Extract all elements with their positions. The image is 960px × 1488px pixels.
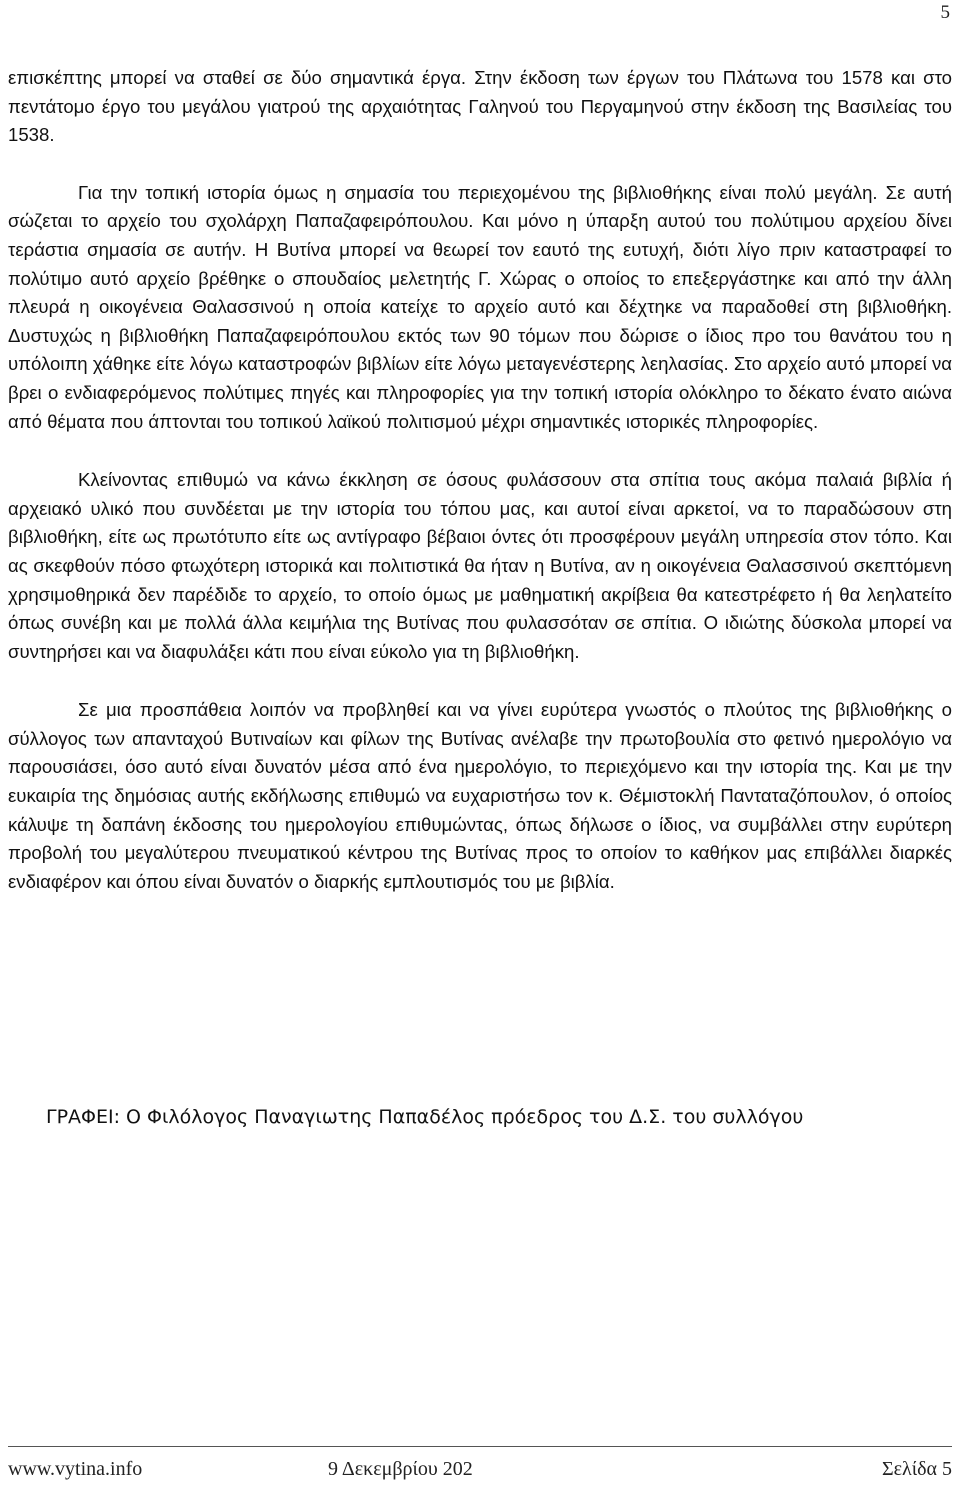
footer-divider bbox=[8, 1446, 952, 1447]
paragraph-4: Σε μια προσπάθεια λοιπόν να προβληθεί και να γίνει ευρύτερα γνωστός ο πλούτος της βιβλιοθήκης ο σύλλογος των απανταχού Βυτιναίων και φίλων της Βυτίνας ανέλαβε την πρωτοβουλία στο φετινό ημερολόγιο να παρουσιάσει, όσο αυτό είναι δυνατόν μέσα από ένα ημερολόγιο, το περιεχόμενο και την ιστορία της. Και με την ευκαιρία της δημόσιας αυτής εκδήλωσης επιθυμώ να ευχαριστήσω τον κ. Θέμιστοκλή Πανταταζόπουλον, ό οποίος κάλυψε τη δαπάνη έκδοσης του ημερολογίου επιθυμώντας, όπως δήλωσε ο ίδιος, να συμβάλλει στην ευρύτερη προβολή του μεγαλύτερου πνευματικού κέντρου της Βυτίνας προς το οποίον το καθήκον μας επιβάλλει διαρκές ενδιαφέρον και όπου είναι δυνατόν ο διαρκής εμπλουτισμός του με βιβλία. bbox=[8, 699, 952, 892]
paragraph-1: επισκέπτης μπορεί να σταθεί σε δύο σημαντικά έργα. Στην έκδοση των έργων του Πλάτωνα του 1578 και στο πεντάτομο έργο του μεγάλου γιατρού της αρχαιότητας Γαληνού του Περγαμηνού στην έκδοση της Βασιλείας του 1538. bbox=[8, 67, 952, 146]
footer-date: 9 Δεκεμβρίου 202 bbox=[328, 1458, 473, 1480]
document-body bbox=[8, 64, 952, 896]
page-number: 5 bbox=[940, 2, 950, 23]
page-footer bbox=[8, 1458, 952, 1488]
author-signature: ΓΡΑΦΕΙ: Ο Φιλόλογος Παναγιωτης Παπαδέλος πρόεδρος του Δ.Σ. του συλλόγου bbox=[46, 1106, 804, 1128]
footer-page-label: Σελίδα 5 bbox=[881, 1458, 952, 1480]
paragraph-3: Κλείνοντας επιθυμώ να κάνω έκκληση σε όσους φυλάσσουν στα σπίτια τους ακόμα παλαιά βιβλία ή αρχειακό υλικό που συνδέεται με την ιστορία του τόπου μας, και αυτοί είναι αρκετοί, να το παραδώσουν στη βιβλιοθήκη, είτε ως πρωτότυπο είτε ως αντίγραφο βέβαιοι όντες ότι προσφέρουν μεγάλη υπηρεσία στον τόπο. Και ας σκεφθούν πόσο φτωχότερη ιστορικά και πολιτιστικά θα ήταν η Βυτίνα, αν η οικογένεια Θαλασσινού σκεπτόμενη χρησιμοθηρικά δεν παρέδιδε το αρχείο, το οποίο όμως με μαθηματική ακρίβεια θα κατεστρέφετο ή θα λεηλατείτο όπως συνέβη και με πολλά άλλα κειμήλια της Βυτίνας που φυλασσόταν σε σπίτια. Ο ιδιώτης δύσκολα μπορεί να συντηρήσει και να διαφυλάξει κάτι που είναι εύκολο για τη βιβλιοθήκη. bbox=[8, 469, 952, 662]
footer-website: www.vytina.info bbox=[8, 1458, 143, 1480]
paragraph-2: Για την τοπική ιστορία όμως η σημασία του περιεχομένου της βιβλιοθήκης είναι πολύ μεγάλη. Σε αυτή σώζεται το αρχείο του σχολάρχη Παπαζαφειρόπουλου. Και μόνο η ύπαρξη αυτού του πολύτιμου αρχείου δίνει τεράστια σημασία σε αυτήν. Η Βυτίνα μπορεί να θεωρεί τον εαυτό της ευτυχή, διότι λίγο πριν καταστραφεί το πολύτιμο αυτό αρχείο βρέθηκε ο σπουδαίος μελετητής Γ. Χώρας ο οποίος το επεξεργάστηκε και από την άλλη πλευρά η οικογένεια Θαλασσινού η οποία κατείχε το αρχείο αυτό και δέχτηκε να παραδοθεί στη βιβλιοθήκη. Δυστυχώς η βιβλιοθήκη Παπαζαφειρόπουλου εκτός των 90 τόμων που δώρισε ο ίδιος προ του θανάτου του η υπόλοιπη χάθηκε είτε λόγω καταστροφών βιβλίων είτε λόγω μεταγενέστερης λεηλασίας. Στο αρχείο αυτό μπορεί να βρει ο ενδιαφερόμενος πολύτιμες πηγές και πληροφορίες για την τοπική ιστορία ολόκληρο το δέκατο ένατο αιώνα από θέματα που άπτονται του τοπικού λαϊκού πολιτισμού μέχρι σημαντικές ιστορικές πληροφορίες. bbox=[8, 181, 952, 432]
